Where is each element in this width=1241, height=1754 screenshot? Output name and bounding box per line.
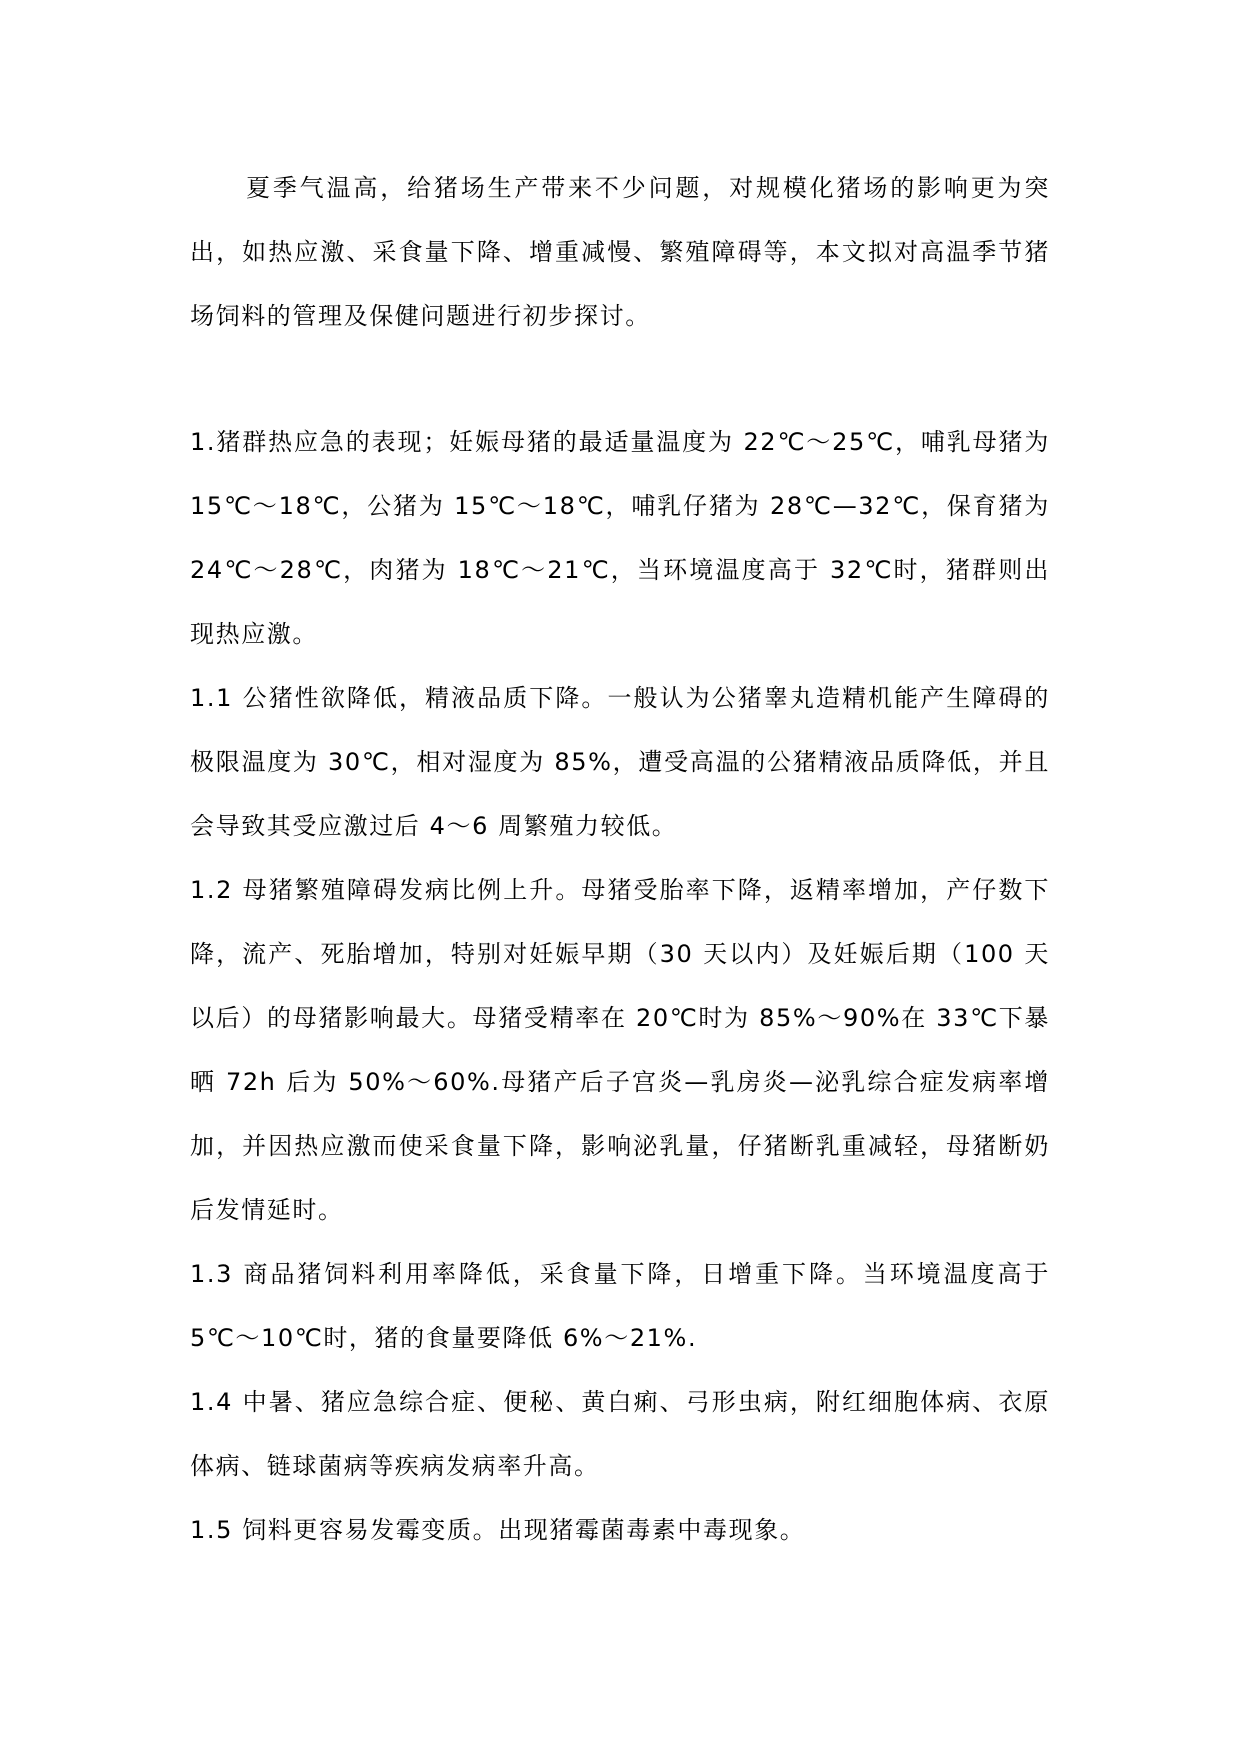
sections-block bbox=[190, 410, 1050, 1562]
section-1-3-paragraph: 1.3 商品猪饲料利用率降低，采食量下降，日增重下降。当环境温度高于 5℃～10℃时，猪的食量要降低 6%～21%. bbox=[190, 1260, 1050, 1352]
section-1-1-paragraph: 1.1 公猪性欲降低，精液品质下降。一般认为公猪睾丸造精机能产生障碍的极限温度为 30℃，相对湿度为 85%，遭受高温的公猪精液品质降低，并且会导致其受应激过后 4～6 周繁殖力较低。 bbox=[190, 684, 1050, 840]
section-1-5-paragraph: 1.5 饲料更容易发霉变质。出现猪霉菌毒素中毒现象。 bbox=[190, 1516, 806, 1544]
section-1-2-paragraph: 1.2 母猪繁殖障碍发病比例上升。母猪受胎率下降，返精率增加，产仔数下降，流产、死胎增加，特别对妊娠早期（30 天以内）及妊娠后期（100 天以后）的母猪影响最大。母猪受精率在 20℃时为 85%～90%在 33℃下暴晒 72h 后为 50%～60%.母猪产后子宫炎—乳房炎—泌乳综合症发病率增加，并因热应激而使采食量下降，影响泌乳量，仔猪断乳重减轻，母猪断奶后发情延时。 bbox=[190, 876, 1050, 1224]
intro-block bbox=[190, 156, 1050, 348]
section-1-4-paragraph: 1.4 中暑、猪应急综合症、便秘、黄白痢、弓形虫病，附红细胞体病、衣原体病、链球菌病等疾病发病率升高。 bbox=[190, 1388, 1050, 1480]
intro-paragraph: 夏季气温高，给猪场生产带来不少问题，对规模化猪场的影响更为突出，如热应激、采食量下降、增重减慢、繁殖障碍等，本文拟对高温季节猪场饲料的管理及保健问题进行初步探讨。 bbox=[190, 174, 1050, 330]
section-1-paragraph: 1.猪群热应急的表现；妊娠母猪的最适量温度为 22℃～25℃，哺乳母猪为 15℃～18℃，公猪为 15℃～18℃，哺乳仔猪为 28℃—32℃，保育猪为 24℃～28℃，肉猪为 18℃～21℃，当环境温度高于 32℃时，猪群则出现热应激。 bbox=[190, 428, 1050, 648]
